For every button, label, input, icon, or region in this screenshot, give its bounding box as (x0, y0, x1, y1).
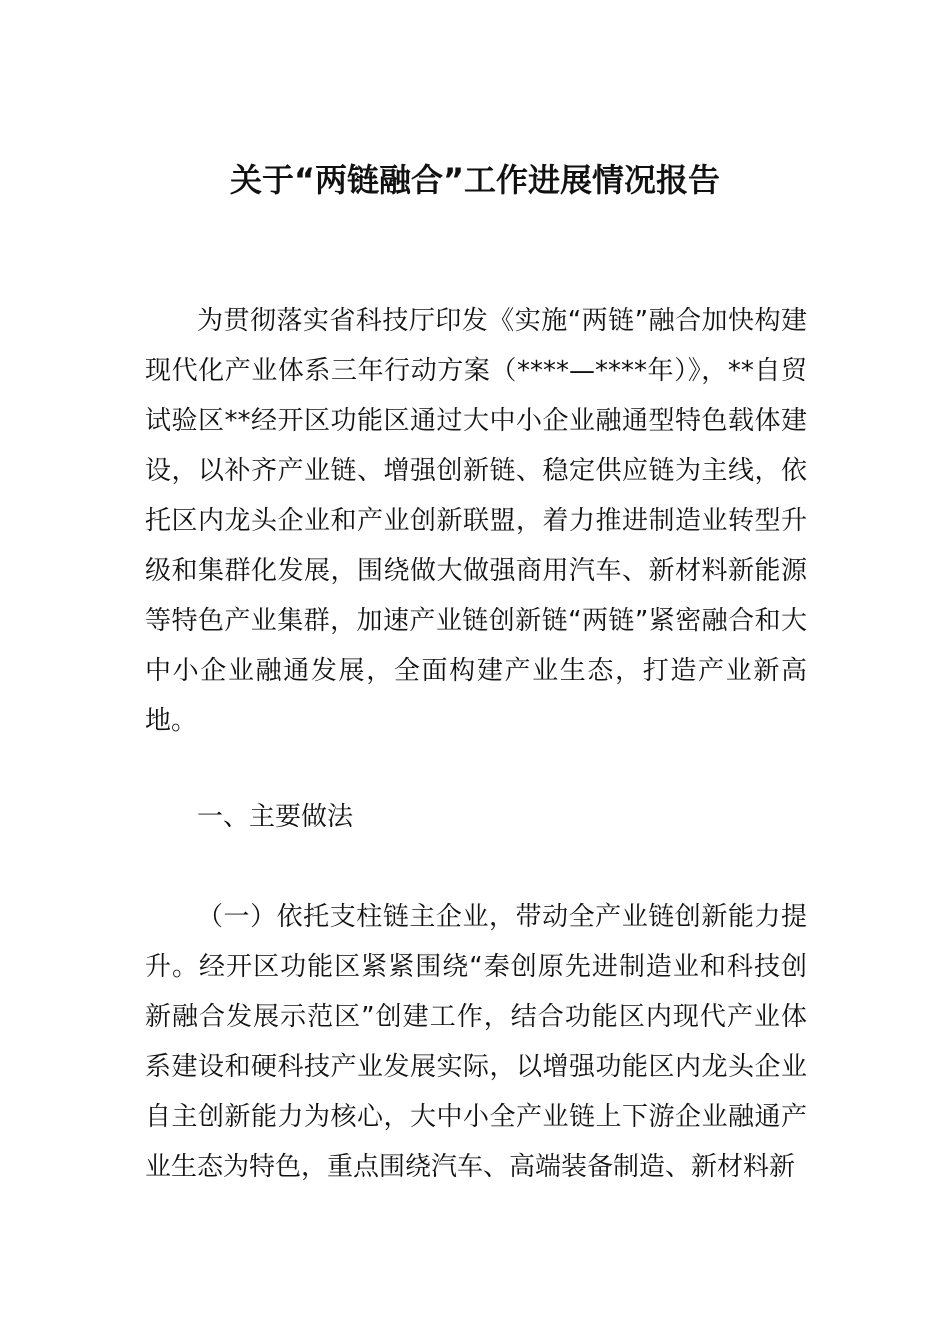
document-title: 关于“两链融合”工作进展情况报告 (229, 161, 721, 199)
intro-paragraph: 为贯彻落实省科技厅印发《实施“两链”融合加快构建现代化产业体系三年行动方案（****—****年）》，**自贸试验区**经开区功能区通过大中小企业融通型特色载体建设，以补齐产业链、增强创新链、稳定供应链为主线，依托区内龙头企业和产业创新联盟，着力推进制造业转型升级和集群化发展，围绕做大做强商用汽车、新材料新能源等特色产业集群，加速产业链创新链“两链”紧密融合和大中小企业融通发展，全面构建产业生态，打造产业新高地。 (145, 306, 807, 736)
subsection-paragraph-1: （一）依托支柱链主企业，带动全产业链创新能力提升。经开区功能区紧紧围绕“秦创原先进制造业和科技创新融合发展示范区”创建工作，结合功能区内现代产业体系建设和硬科技产业发展实际，以增强功能区内龙头企业自主创新能力为核心，大中小全产业链上下游企业融通产业生态为特色，重点围绕汽车、高端装备制造、新材料新 (145, 902, 807, 1182)
section-heading-main-practices: 一、主要做法 (197, 802, 354, 832)
